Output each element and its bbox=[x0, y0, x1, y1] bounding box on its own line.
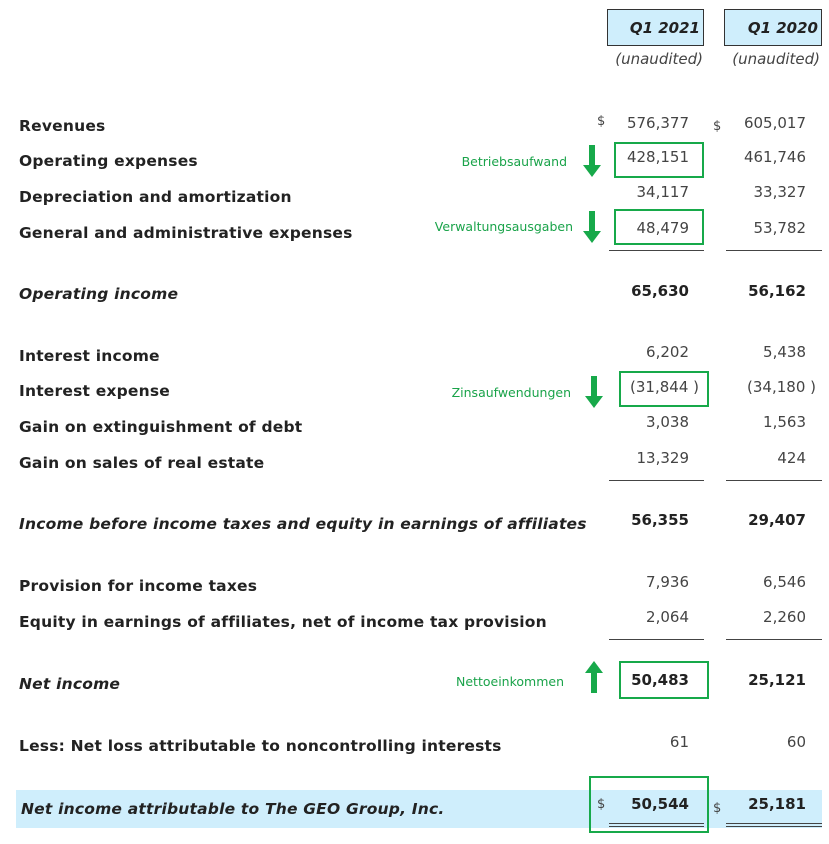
subtotal-rule bbox=[726, 480, 822, 481]
value-depreciation-2020: 33,327 bbox=[753, 183, 806, 201]
row-label-gain-debt: Gain on extinguishment of debt bbox=[19, 418, 303, 436]
arrow-down-icon bbox=[585, 376, 603, 408]
row-label-provision-taxes: Provision for income taxes bbox=[19, 577, 258, 595]
currency-symbol: $ bbox=[713, 119, 722, 134]
value-operating-expenses-2020: 461,746 bbox=[743, 148, 806, 166]
value-provision-taxes-2021: 7,936 bbox=[646, 573, 689, 591]
arrow-up-icon bbox=[585, 661, 603, 693]
annotation-nettoeinkommen: Nettoeinkommen bbox=[456, 674, 564, 689]
value-less-noncontrolling-2020: 60 bbox=[786, 733, 806, 751]
highlight-box-net-income bbox=[619, 661, 709, 699]
row-label-less-noncontrolling: Less: Net loss attributable to noncontrolling interests bbox=[19, 737, 502, 755]
value-depreciation-2021: 34,117 bbox=[636, 183, 689, 201]
column-header-q1-2020: Q1 2020 bbox=[724, 9, 822, 46]
row-label-interest-expense: Interest expense bbox=[19, 382, 171, 400]
row-label-net-income: Net income bbox=[19, 675, 121, 693]
value-interest-expense-2021: (31,844 ) bbox=[630, 378, 699, 396]
row-label-net-income-geo: Net income attributable to The GEO Group, Inc. bbox=[21, 800, 445, 818]
row-label-interest-income: Interest income bbox=[19, 347, 160, 365]
value-provision-taxes-2020: 6,546 bbox=[763, 573, 806, 591]
row-label-equity-affiliates: Equity in earnings of affiliates, net of income tax provision bbox=[19, 613, 547, 631]
subtotal-rule bbox=[726, 639, 822, 640]
row-label-operating-expenses: Operating expenses bbox=[19, 152, 198, 170]
value-income-before-taxes-2020: 29,407 bbox=[748, 511, 806, 529]
value-interest-expense-2020: (34,180 ) bbox=[747, 378, 816, 396]
subtotal-rule bbox=[726, 250, 822, 251]
highlight-box-operating-expenses bbox=[614, 142, 704, 178]
highlight-box-general-admin bbox=[614, 209, 704, 245]
total-double-rule bbox=[726, 826, 822, 827]
value-operating-income-2020: 56,162 bbox=[748, 282, 806, 300]
value-gain-real-estate-2021: 13,329 bbox=[636, 449, 689, 467]
currency-symbol: $ bbox=[713, 801, 722, 816]
column-subheader-q1-2020: (unaudited) bbox=[732, 50, 820, 68]
value-revenues-2021: 576,377 bbox=[626, 114, 689, 132]
value-equity-affiliates-2021: 2,064 bbox=[646, 608, 689, 626]
value-gain-debt-2021: 3,038 bbox=[646, 413, 689, 431]
value-income-before-taxes-2021: 56,355 bbox=[631, 511, 689, 529]
value-general-admin-2021: 48,479 bbox=[636, 219, 689, 237]
value-operating-expenses-2021: 428,151 bbox=[626, 148, 689, 166]
value-net-income-geo-2020: 25,181 bbox=[748, 795, 806, 813]
subtotal-rule bbox=[609, 250, 704, 251]
currency-symbol: $ bbox=[597, 114, 606, 129]
row-label-gain-real-estate: Gain on sales of real estate bbox=[19, 454, 265, 472]
row-label-operating-income: Operating income bbox=[19, 285, 179, 303]
annotation-verwaltungsausgaben: Verwaltungsausgaben bbox=[434, 219, 573, 234]
value-gain-debt-2020: 1,563 bbox=[763, 413, 806, 431]
value-net-income-geo-2021: 50,544 bbox=[631, 795, 689, 813]
highlight-box-net-income-geo bbox=[589, 776, 709, 833]
value-net-income-2021: 50,483 bbox=[631, 671, 689, 689]
annotation-zinsaufwendungen: Zinsaufwendungen bbox=[451, 385, 571, 400]
row-label-depreciation: Depreciation and amortization bbox=[19, 188, 292, 206]
value-general-admin-2020: 53,782 bbox=[753, 219, 806, 237]
value-equity-affiliates-2020: 2,260 bbox=[763, 608, 806, 626]
value-net-income-2020: 25,121 bbox=[748, 671, 806, 689]
arrow-down-icon bbox=[583, 211, 601, 243]
subtotal-rule bbox=[609, 639, 704, 640]
value-gain-real-estate-2020: 424 bbox=[777, 449, 806, 467]
arrow-down-icon bbox=[583, 145, 601, 177]
subtotal-rule bbox=[609, 480, 704, 481]
highlight-box-interest-expense bbox=[619, 371, 709, 407]
column-subheader-q1-2021: (unaudited) bbox=[615, 50, 703, 68]
column-header-q1-2021: Q1 2021 bbox=[607, 9, 704, 46]
row-label-income-before-taxes: Income before income taxes and equity in earnings of affiliates bbox=[19, 515, 587, 533]
value-interest-income-2021: 6,202 bbox=[646, 343, 689, 361]
row-label-general-admin: General and administrative expenses bbox=[19, 224, 353, 242]
value-less-noncontrolling-2021: 61 bbox=[669, 733, 689, 751]
value-operating-income-2021: 65,630 bbox=[631, 282, 689, 300]
total-double-rule bbox=[726, 823, 822, 824]
annotation-betriebsaufwand: Betriebsaufwand bbox=[461, 154, 567, 169]
row-label-revenues: Revenues bbox=[19, 117, 106, 135]
currency-symbol: $ bbox=[597, 797, 606, 812]
value-interest-income-2020: 5,438 bbox=[763, 343, 806, 361]
value-revenues-2020: 605,017 bbox=[743, 114, 806, 132]
